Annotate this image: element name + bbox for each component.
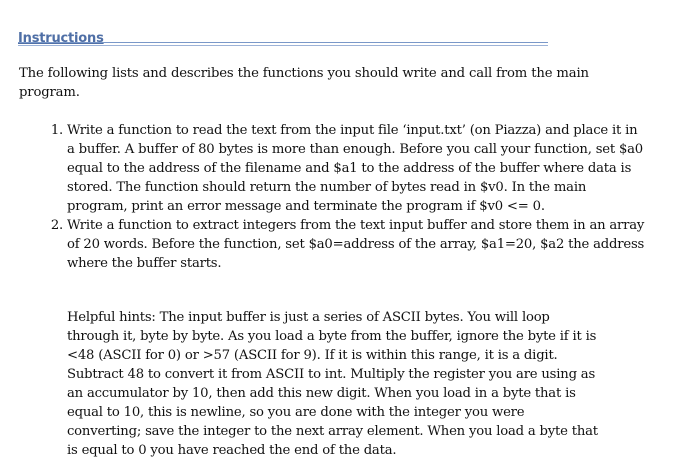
function-list xyxy=(20,121,647,273)
instructions-heading: Instructions xyxy=(18,31,104,46)
intro-paragraph: The following lists and describes the functions you should write and call from the main program. xyxy=(19,66,589,100)
list-item: 2. Write a function to extract integers from the text input buffer and store them in an array of 20 words. Before the function, set $a0=address of the array, $a1=20, $a2 the address where the buffer starts. xyxy=(67,216,647,273)
heading-underline-secondary xyxy=(18,45,548,46)
heading-underline xyxy=(18,42,548,43)
helpful-hints-paragraph: Helpful hints: The input buffer is just a series of ASCII bytes. You will loop through it, byte by byte. As you load a byte from the buffer, ignore the byte if it is <48 (ASCII for 0) or >57 (ASCII for 9). If it is within this range, it is a digit. Subtract 48 to convert it from ASCII to int. Multiply the register you are using as an accumulator by 10, then add this new digit. When you load in a byte that is equal to 10, this is newline, so you are done with the integer you were converting; save the integer to the next array element. When you load a byte that is equal to 0 you have reached the end of the data. xyxy=(67,310,598,458)
heading-block xyxy=(18,27,548,46)
list-item: 1. Write a function to read the text from the input file ‘input.txt’ (on Piazza) and place it in a buffer. A buffer of 80 bytes is more than enough. Before you call your function, set $a0 equal to the address of the filename and $a1 to the address of the buffer where data is stored. The function should return the number of bytes read in $v0. In the main program, print an error message and terminate the program if $v0 <= 0. xyxy=(67,121,647,216)
